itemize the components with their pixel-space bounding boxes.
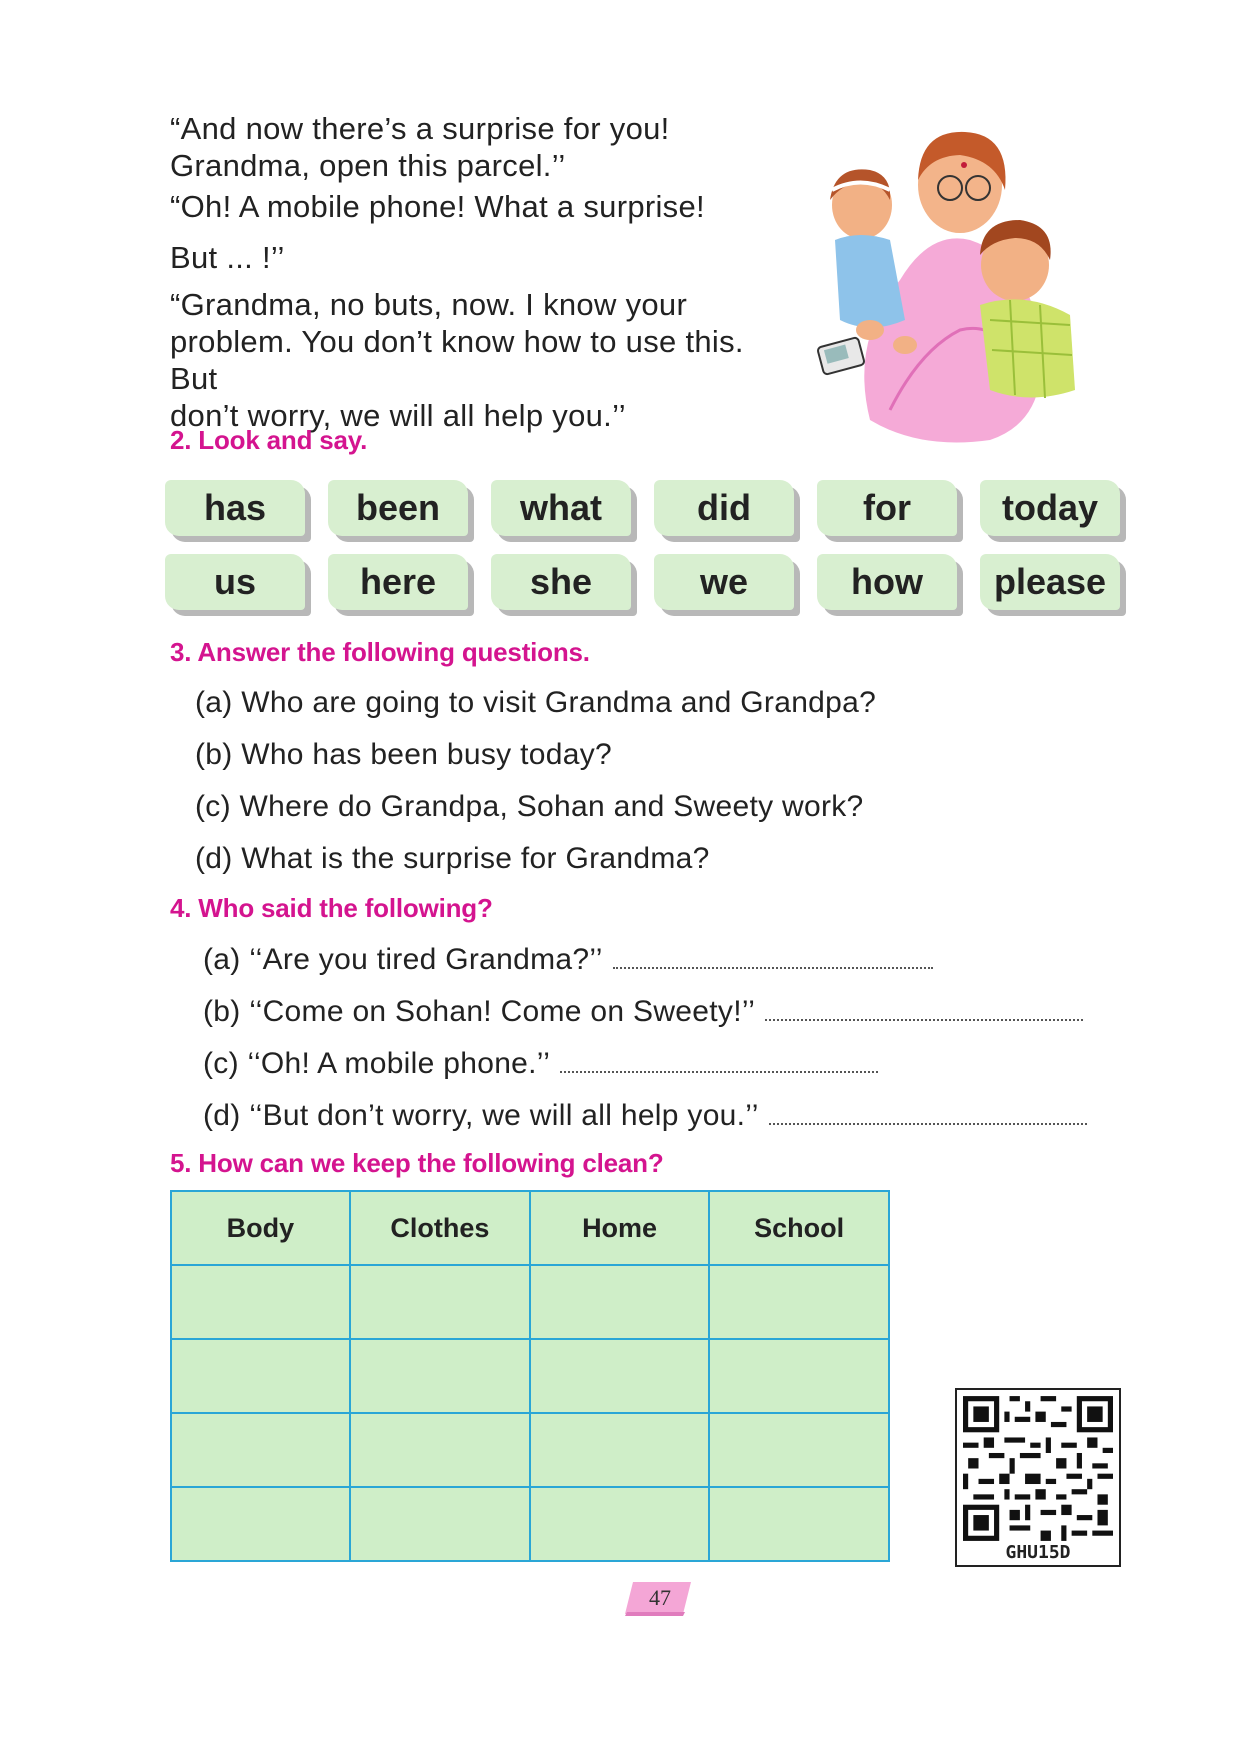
- table-cell[interactable]: [171, 1265, 350, 1339]
- table-header: Clothes: [350, 1191, 530, 1265]
- table-header: Home: [530, 1191, 709, 1265]
- answer-blank[interactable]: [765, 1018, 1083, 1021]
- story-text: [170, 110, 800, 434]
- word-card: for: [817, 480, 957, 536]
- qr-code-label: GHU15D: [1005, 1542, 1071, 1563]
- story-line: “Oh! A mobile phone! What a surprise!: [170, 189, 705, 224]
- section-4-heading: 4. Who said the following?: [170, 893, 493, 923]
- table-cell[interactable]: [350, 1413, 530, 1487]
- section-2-heading: 2. Look and say.: [170, 425, 368, 455]
- quote-text: (b) ‘‘Come on Sohan! Come on Sweety!’’: [203, 995, 756, 1028]
- table-cell[interactable]: [530, 1339, 709, 1413]
- table-cell[interactable]: [530, 1265, 709, 1339]
- question-item: (b) Who has been busy today?: [195, 738, 612, 771]
- table-cell[interactable]: [709, 1339, 889, 1413]
- story-line: problem. You don’t know how to use this. But: [170, 324, 744, 396]
- quote-item: [203, 994, 1083, 1030]
- question-item: (a) Who are going to visit Grandma and Grandpa?: [195, 686, 877, 719]
- answer-blank[interactable]: [613, 966, 933, 969]
- section-3-heading: 3. Answer the following questions.: [170, 637, 590, 667]
- page-number: 47: [649, 1585, 671, 1610]
- table-row: [171, 1265, 889, 1339]
- section-5-heading: 5. How can we keep the following clean?: [170, 1148, 664, 1178]
- word-card: been: [328, 480, 468, 536]
- quote-text: (a) ‘‘Are you tired Grandma?’’: [203, 943, 603, 976]
- table-cell[interactable]: [350, 1265, 530, 1339]
- word-cards: [165, 480, 1130, 620]
- grandma-children-illustration: [810, 120, 1110, 450]
- word-card: we: [654, 554, 794, 610]
- word-card: did: [654, 480, 794, 536]
- table-cell[interactable]: [709, 1487, 889, 1561]
- story-line: “Grandma, no buts, now. I know your: [170, 287, 688, 322]
- cleanliness-table: [170, 1190, 890, 1562]
- table-cell[interactable]: [709, 1413, 889, 1487]
- table-cell[interactable]: [709, 1265, 889, 1339]
- story-line: don’t worry, we will all help you.’’: [170, 398, 626, 433]
- question-item: (d) What is the surprise for Grandma?: [195, 842, 710, 875]
- story-line: But ... !’’: [170, 240, 285, 275]
- table-cell[interactable]: [350, 1487, 530, 1561]
- table-cell[interactable]: [530, 1487, 709, 1561]
- table-row: [171, 1413, 889, 1487]
- quote-item: [203, 942, 933, 978]
- word-card: how: [817, 554, 957, 610]
- quote-item: [203, 1098, 1087, 1134]
- quote-item: [203, 1046, 878, 1082]
- qr-code[interactable]: [955, 1388, 1121, 1567]
- word-card: today: [980, 480, 1120, 536]
- answer-blank[interactable]: [560, 1070, 878, 1073]
- word-card: she: [491, 554, 631, 610]
- qr-pattern-icon: [963, 1396, 1113, 1541]
- quote-text: (c) ‘‘Oh! A mobile phone.’’: [203, 1047, 551, 1080]
- story-line: Grandma, open this parcel.’’: [170, 148, 566, 183]
- answer-blank[interactable]: [769, 1122, 1087, 1125]
- page-number-tab: [625, 1578, 695, 1618]
- word-card: us: [165, 554, 305, 610]
- word-card: here: [328, 554, 468, 610]
- table-cell[interactable]: [171, 1413, 350, 1487]
- table-cell[interactable]: [171, 1487, 350, 1561]
- table-header: Body: [171, 1191, 350, 1265]
- table-header: School: [709, 1191, 889, 1265]
- table-cell[interactable]: [171, 1339, 350, 1413]
- table-cell[interactable]: [350, 1339, 530, 1413]
- table-cell[interactable]: [530, 1413, 709, 1487]
- word-card: please: [980, 554, 1120, 610]
- story-line: “And now there’s a surprise for you!: [170, 111, 670, 146]
- word-card: what: [491, 480, 631, 536]
- question-item: (c) Where do Grandpa, Sohan and Sweety work?: [195, 790, 864, 823]
- quote-text: (d) ‘‘But don’t worry, we will all help you.’’: [203, 1099, 759, 1132]
- table-row: [171, 1487, 889, 1561]
- word-card: has: [165, 480, 305, 536]
- table-header-row: [171, 1191, 889, 1265]
- table-row: [171, 1339, 889, 1413]
